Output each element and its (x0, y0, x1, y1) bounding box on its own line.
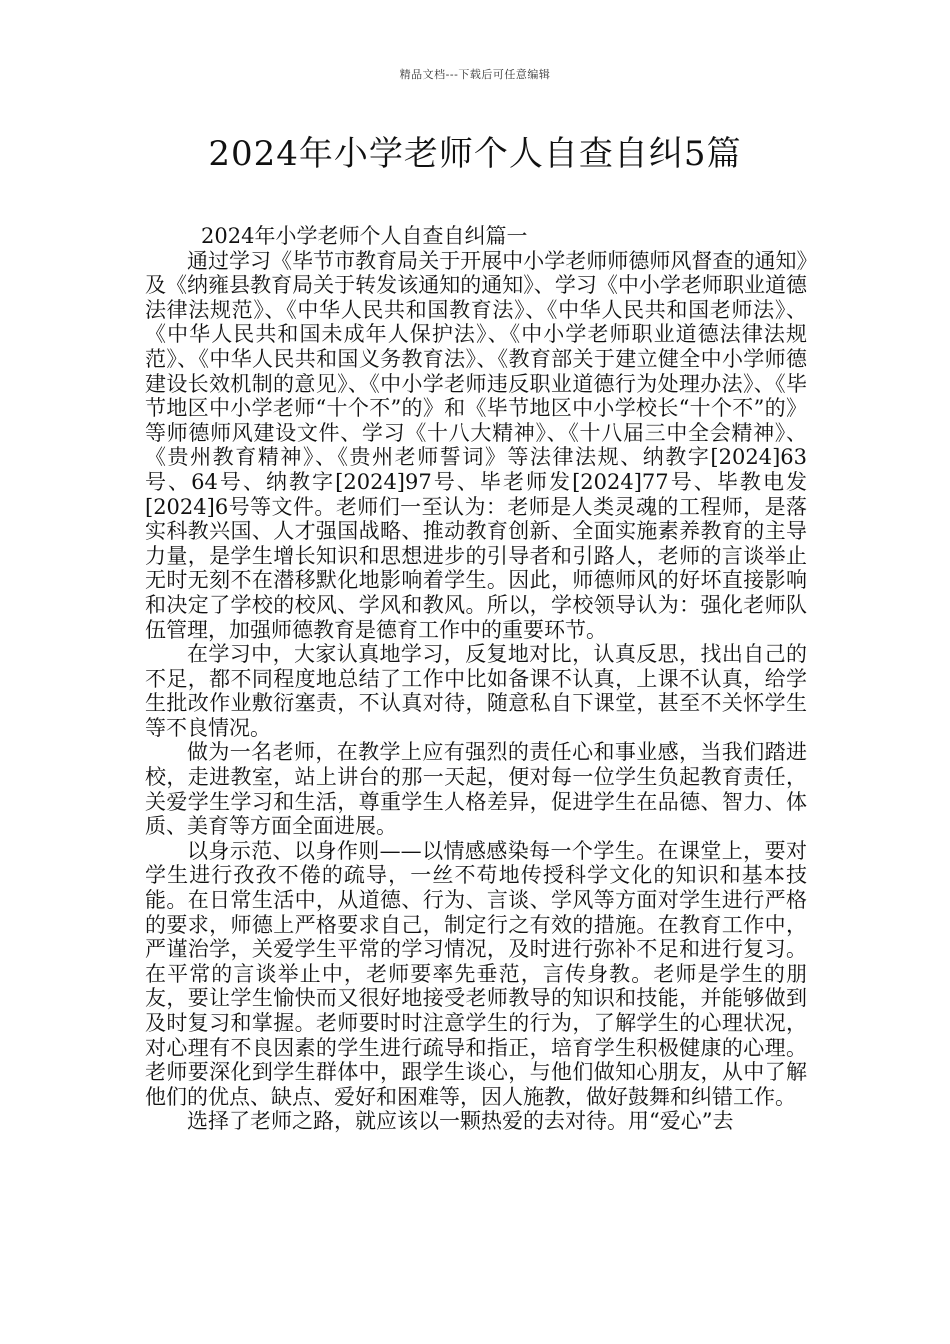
header-note: 精品文档---下载后可任意编辑 (399, 68, 551, 81)
paragraph: 通过学习《毕节市教育局关于开展中小学老师师德师风督查的通知》及《纳雍县教育局关于转发该通知的通知》、学习《中小学老师职业道德法律法规范》、《中华人民共和国教育法》、《中华人民共和国老师法》、《中华人民共和国未成年人保护法》、《中小学老师职业道德法律法规范》、《中华人民共和国义务教育法》、《教育部关于建立健全中小学师德建设长效机制的意见》、《中小学老师违反职业道德行为处理办法》、《毕节地区中小学老师“十个不”的》和《毕节地区中小学校长“十个不”的》等师德师风建设文件、学习《十八大精神》、《十八届三中全会精神》、《贵州教育精神》、《贵州老师誓词》等法律法规、纳教字[2024]63号、64号、纳教字[2024]97号、毕老师发[2024]77号、毕教电发[2024]6号等文件。老师们一至认为：老师是人类灵魂的工程师，是落实科教兴国、人才强国战略、推动教育创新、全面实施素养教育的主导力量，是学生增长知识和思想进步的引导者和引路人，老师的言谈举止无时无刻不在潜移默化地影响着学生。因此，师德师风的好坏直接影响和决定了学校的校风、学风和教风。所以，学校领导认为：强化老师队伍管理，加强师德教育是德育工作中的重要环节。 (145, 248, 807, 642)
document-title: 2024年小学老师个人自查自纠5篇 (208, 134, 742, 174)
paragraph: 以身示范、以身作则——以情感感染每一个学生。在课堂上，要对学生进行孜孜不倦的疏导，一丝不苟地传授科学文化的知识和基本技能。在日常生活中，从道德、行为、言谈、学风等方面对学生进行严格的要求，师德上严格要求自己，制定行之有效的措施。在教育工作中，严谨治学，关爱学生平常的学习情况，及时进行弥补不足和进行复习。在平常的言谈举止中，老师要率先垂范，言传身教。老师是学生的朋友，要让学生愉快而又很好地接受老师教导的知识和技能，并能够做到及时复习和掌握。老师要时时注意学生的行为，了解学生的心理状况，对心理有不良因素的学生进行疏导和指正，培育学生积极健康的心理。老师要深化到学生群体中，跟学生谈心，与他们做知心朋友，从中了解他们的优点、缺点、爱好和困难等，因人施教，做好鼓舞和纠错工作。 (145, 838, 807, 1109)
section-heading: 2024年小学老师个人自查自纠篇一 (201, 224, 528, 248)
paragraph: 选择了老师之路，就应该以一颗热爱的去对待。用“爱心”去 (187, 1109, 734, 1134)
document-body (145, 224, 807, 1134)
paragraph: 在学习中，大家认真地学习，反复地对比，认真反思，找出自己的不足，都不同程度地总结了工作中比如备课不认真，上课不认真，给学生批改作业敷衍塞责，不认真对待，随意私自下课堂，甚至不关怀学生等不良情况。 (145, 642, 807, 740)
paragraph: 做为一名老师，在教学上应有强烈的责任心和事业感，当我们踏进校，走进教室，站上讲台的那一天起，便对每一位学生负起教育责任，关爱学生学习和生活，尊重学生人格差异，促进学生在品德、智力、体质、美育等方面全面进展。 (145, 740, 807, 839)
